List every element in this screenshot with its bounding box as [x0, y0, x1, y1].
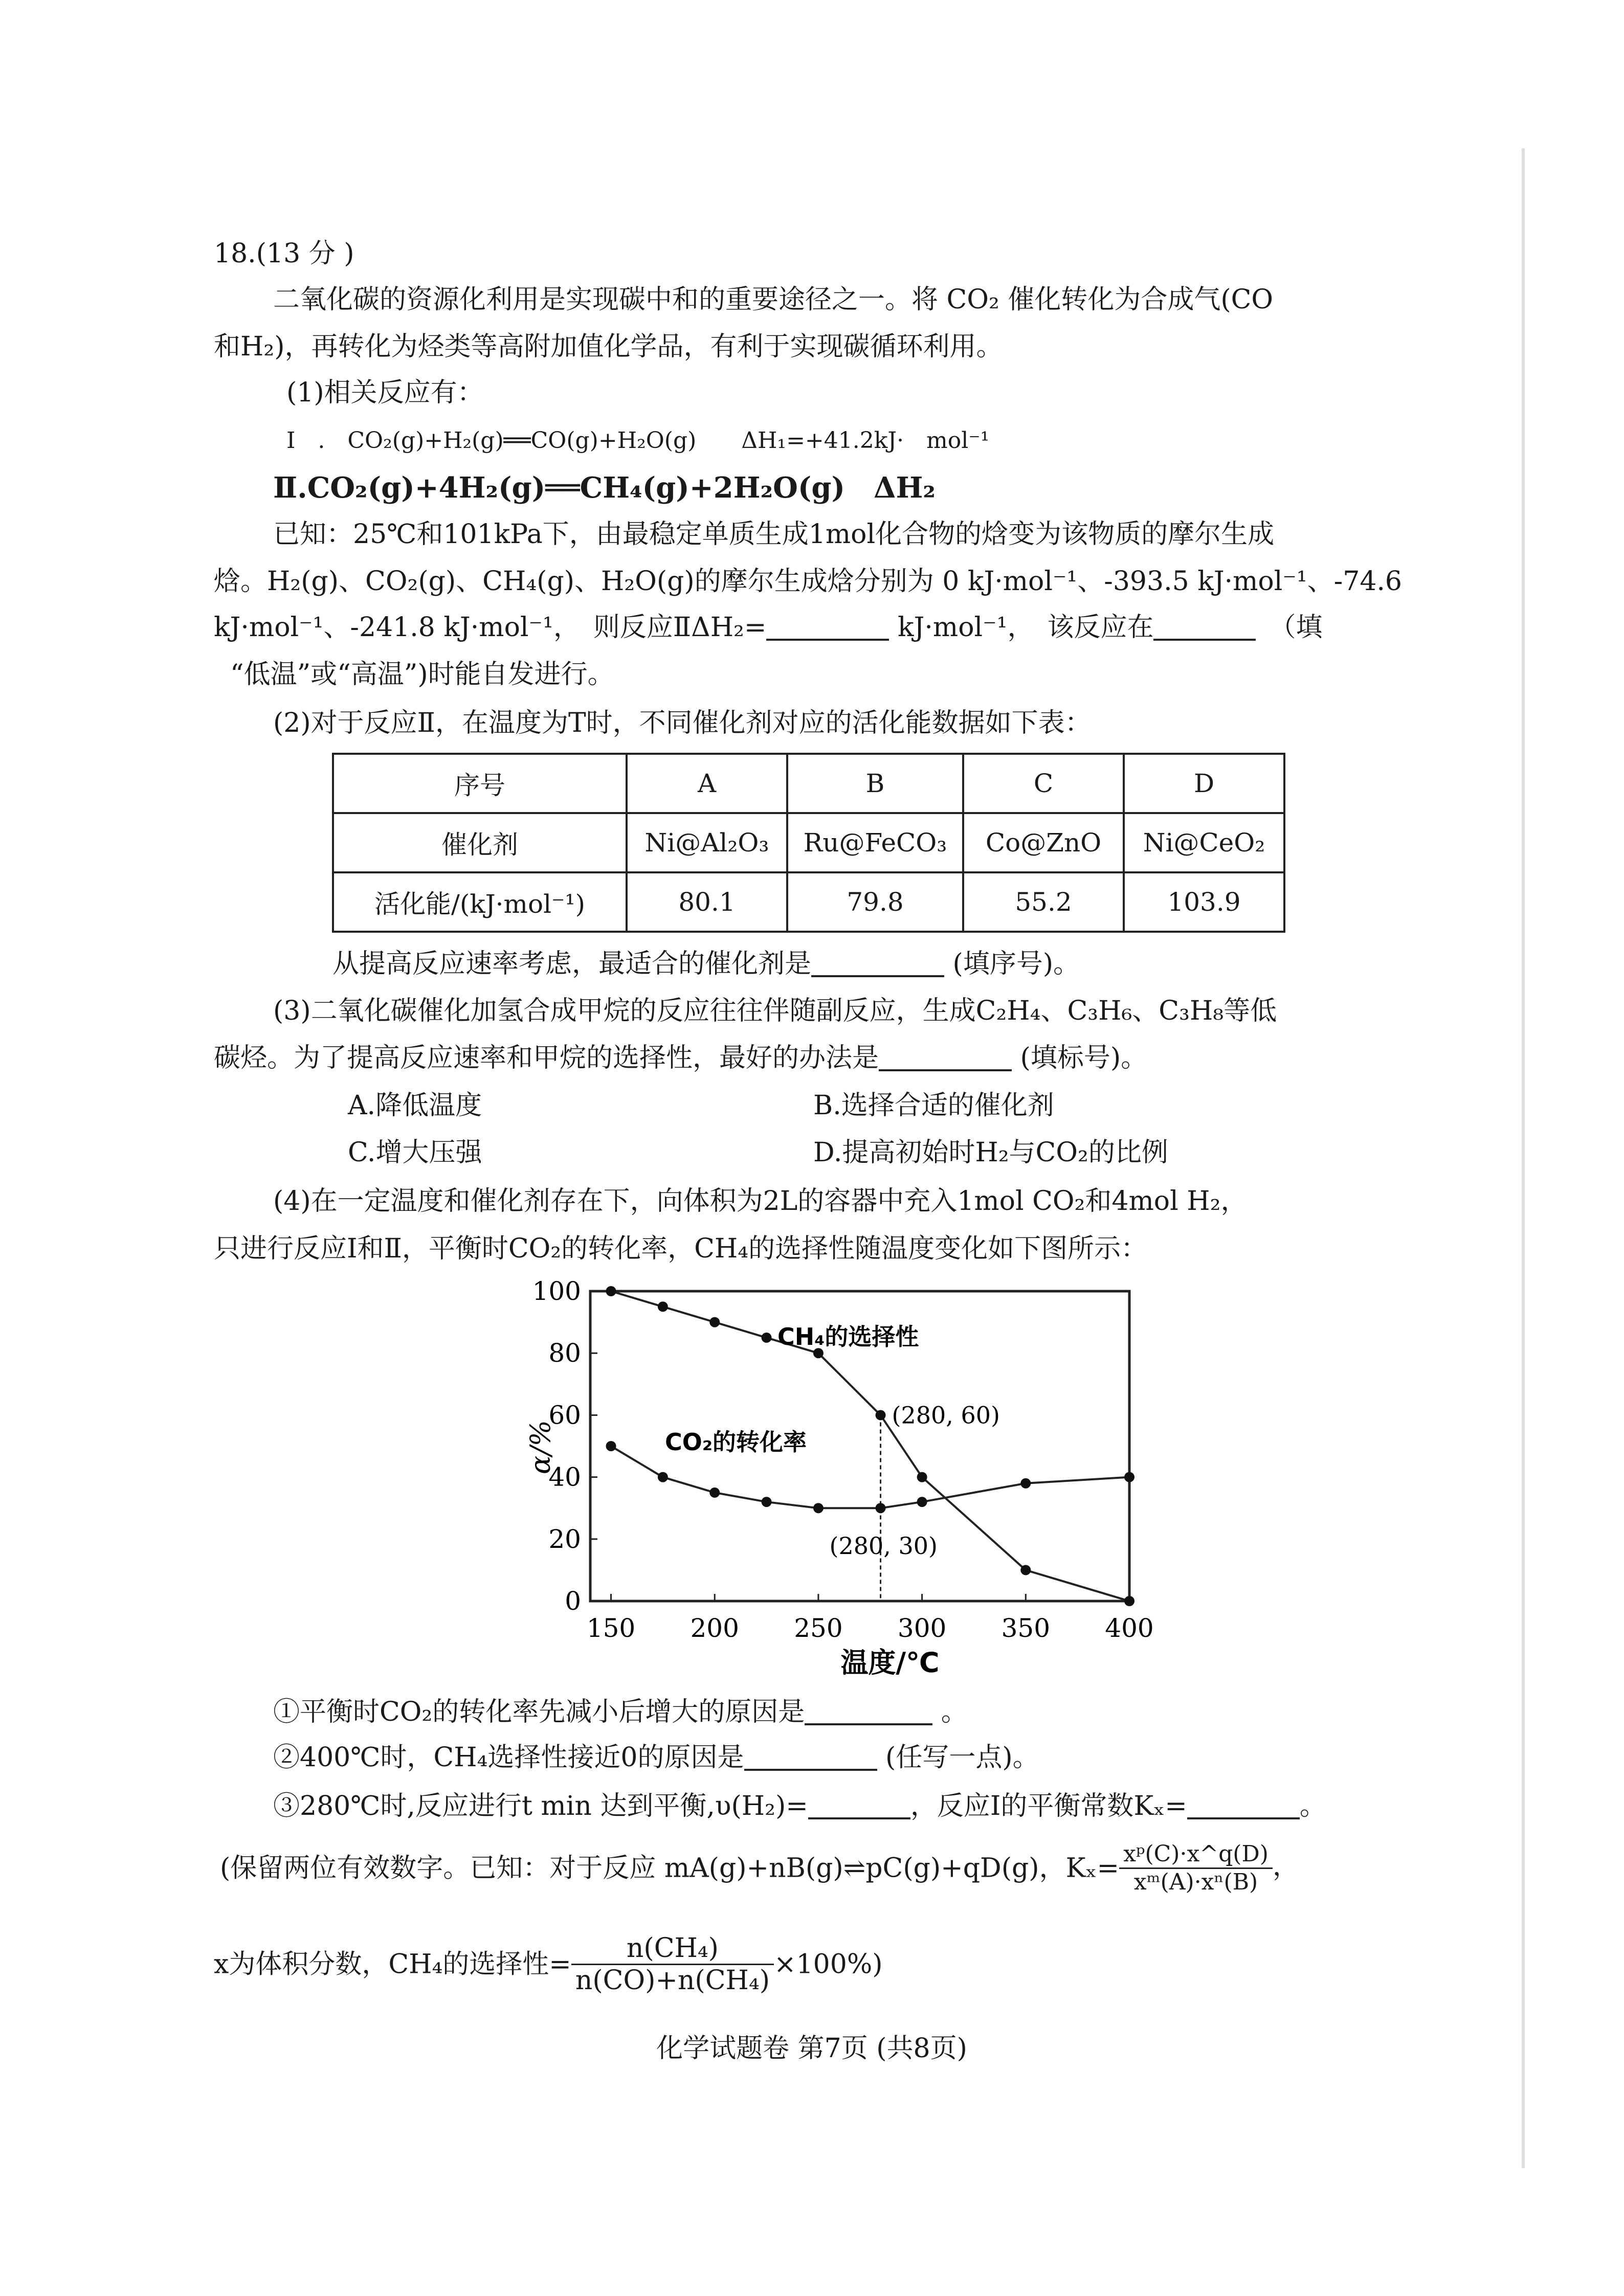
annotation: (280, 60)	[892, 1401, 1000, 1429]
cell: 催化剂	[333, 813, 627, 872]
intro-line: 二氧化碳的资源化利用是实现碳中和的重要途径之一。将 CO₂ 催化转化为合成气(CO	[273, 284, 1274, 315]
x-tick-label: 350	[1001, 1613, 1051, 1643]
cell: C	[963, 754, 1124, 813]
data-point	[606, 1286, 616, 1296]
q1-text: kJ·mol⁻¹， 该反应在	[898, 612, 1154, 643]
data-point	[876, 1410, 886, 1420]
answer-blank[interactable]	[879, 1045, 1012, 1071]
q1-title: (1)相关反应有：	[286, 377, 484, 408]
exam-page: 18.(13 分 ) 二氧化碳的资源化利用是实现碳中和的重要途径之一。将 CO₂ 催化转化为合成气(CO 和H₂)，再转化为烃类等高附加值化学品，有利于实现碳循环利用。 (1)相关反应有： Ⅰ . CO₂(g)+H₂(g)══CO(g)+H₂O(g) ΔH₁=+41.2kJ· mol⁻¹ Ⅱ.CO₂(g)+4H₂(g)══CH₄(g)+2H₂O(g) ΔH₂ 已知：25℃和101kPa下，由最稳定单质生成1mol化合物的焓变为该物质的摩尔生成 焓。H₂(g)、CO₂(g)、CH₄(g)、H₂O(g)的摩尔生成焓分别为 0 kJ·mol⁻¹、-393.5 kJ·mol⁻¹、-74.6 kJ·mol⁻¹、-241.8 kJ·mol⁻¹， 则反应ⅡΔH₂= kJ·mol⁻¹， 该反应在 （填 “低温”或“高温”)时能自发进行。 (2)对于反应Ⅱ，在温度为T时，不同催化剂对应的活化能数据如下表： 序号 A B C D 催化剂 Ni@Al₂O₃ Ru@FeCO₃ Co@ZnO Ni@CeO₂ 活化能/(kJ·mol⁻¹) 80.1 79.8 55.2 103.9 从提高反应速率考虑，最适合的催化剂是 (填序号)。 (3)二氧化碳催化加氢合成甲烷的反应往往伴随副反应，生成C₂H₄、C₃H₆、C₃H₈等低 碳烃。为了提高反应速率和甲烷的选择性，最好的办法是 (填标号)。 A.降低温度 B.选择合适的催化剂 C.增大压强 D.提高初始时H₂与CO₂的比例 (4)在一定温度和催化剂存在下，向体积为2L的容器中充入1mol CO₂和4mol H₂， 只进行反应Ⅰ和Ⅱ，平衡时CO₂的转化率，CH₄的选择性随温度变化如下图所示： 150 200 250 300 350 400 0 20 40 60 80 100 温度/℃ α/% CH₄的选择性 CO₂的转化率 (280, 60) (280, 30) ①平衡时CO₂的转化率先减小后增大的原因是 。 ②400℃时，CH₄选择性接近0的原因是 (任写一点)。 ③280℃时,反应进行t min 达到平衡,υ(H₂)= ，反应Ⅰ的平衡常数Kₓ= 。 (保留两位有效数字。已知：对于反应 mA(g)+nB(g)⇌pC(g)+qD(g)，Kₓ= $\frac{\text{xᵖ(C)·x\textasciicircum{}q(D)}}{\text{xᵐ(A)·xⁿ(B)}}$ ， x为体积分数，CH₄的选择性= $\frac{\text{n(CH₄)}}{\text{n(CO)+n(CH₄)}}$ ×100%) 化学试题卷 第7页 (共8页)	[0, 0, 1624, 2296]
scan-edge	[1522, 148, 1525, 2168]
data-point	[709, 1488, 720, 1498]
y-tick-label: 40	[548, 1462, 581, 1492]
q1-text: 焓。H₂(g)、CO₂(g)、CH₄(g)、H₂O(g)的摩尔生成焓分别为 0 kJ·mol⁻¹、-393.5 kJ·mol⁻¹、-74.6	[214, 566, 1403, 597]
q4-note: ×100%)	[774, 1949, 883, 1980]
data-point	[1020, 1478, 1031, 1489]
x-tick-label: 150	[586, 1613, 636, 1643]
cell: A	[627, 754, 787, 813]
q1-text: kJ·mol⁻¹、-241.8 kJ·mol⁻¹， 则反应ⅡΔH₂=	[214, 612, 767, 643]
q3-text: (3)二氧化碳催化加氢合成甲烷的反应往往伴随副反应，生成C₂H₄、C₃H₆、C₃H₈等低	[273, 996, 1277, 1026]
q2-text: 从提高反应速率考虑，最适合的催化剂是	[332, 949, 812, 979]
y-tick-label: 0	[565, 1586, 581, 1616]
x-tick-label: 400	[1105, 1613, 1154, 1643]
y-tick-label: 100	[532, 1276, 581, 1306]
cell: 55.2	[963, 872, 1124, 932]
cell: Ni@CeO₂	[1124, 813, 1284, 872]
reaction-1: Ⅰ . CO₂(g)+H₂(g)══CO(g)+H₂O(g) ΔH₁=+41.2kJ· mol⁻¹	[286, 427, 990, 454]
catalyst-table	[332, 753, 1285, 933]
page-footer: 化学试题卷 第7页 (共8页)	[656, 2033, 967, 2064]
cell: Ni@Al₂O₃	[627, 813, 787, 872]
data-point	[917, 1472, 927, 1482]
table-row	[333, 754, 1284, 813]
cell: 80.1	[627, 872, 787, 932]
q4-text: (4)在一定温度和催化剂存在下，向体积为2L的容器中充入1mol CO₂和4mol H₂，	[273, 1186, 1248, 1217]
x-axis-label: 温度/℃	[840, 1647, 940, 1679]
cell: B	[787, 754, 963, 813]
q3-text: (填标号)。	[1020, 1043, 1148, 1073]
answer-blank[interactable]	[744, 1744, 877, 1771]
cell: Ru@FeCO₃	[787, 813, 963, 872]
q4-text: (任写一点)。	[885, 1742, 1039, 1773]
data-point	[658, 1301, 668, 1312]
denominator: n(CO)+n(CH₄)	[575, 1965, 770, 1996]
q1-text: “低温”或“高温”)时能自发进行。	[230, 659, 614, 690]
y-axis-label: α/%	[524, 1420, 557, 1474]
answer-blank[interactable]	[766, 614, 889, 641]
data-point	[658, 1472, 668, 1482]
data-point	[762, 1333, 772, 1343]
q4-text: ②400℃时，CH₄选择性接近0的原因是	[273, 1742, 744, 1773]
numerator: n(CH₄)	[571, 1933, 774, 1965]
cell: 活化能/(kJ·mol⁻¹)	[333, 872, 627, 932]
option-a: A.降低温度	[348, 1090, 482, 1121]
question-header: 18.(13 分 )	[214, 238, 354, 269]
kx-formula	[1119, 1841, 1273, 1896]
q4-text: ，反应Ⅰ的平衡常数Kₓ=	[910, 1791, 1187, 1821]
answer-blank[interactable]	[1187, 1793, 1300, 1819]
y-tick-label: 20	[548, 1524, 581, 1554]
reaction-2: Ⅱ.CO₂(g)+4H₂(g)══CH₄(g)+2H₂O(g) ΔH₂	[273, 471, 936, 505]
cell: D	[1124, 754, 1284, 813]
x-tick-label: 250	[794, 1613, 843, 1643]
cell: 79.8	[787, 872, 963, 932]
option-d: D.提高初始时H₂与CO₂的比例	[813, 1137, 1168, 1168]
data-point	[709, 1317, 720, 1327]
y-tick-label: 80	[548, 1338, 581, 1368]
q4-text: ①平衡时CO₂的转化率先减小后增大的原因是	[273, 1697, 805, 1727]
q2-text: (填序号)。	[952, 949, 1080, 979]
legend-ch4: CH₄的选择性	[777, 1323, 919, 1350]
data-point	[606, 1441, 616, 1451]
cell: Co@ZnO	[963, 813, 1124, 872]
selectivity-formula	[571, 1933, 774, 1996]
q4-text: 。	[1299, 1791, 1326, 1821]
q4-note: x为体积分数，CH₄的选择性=	[214, 1949, 571, 1980]
data-point	[1124, 1596, 1134, 1606]
q3-text: 碳烃。为了提高反应速率和甲烷的选择性，最好的办法是	[214, 1043, 879, 1073]
q1-text: （填	[1282, 612, 1323, 643]
data-point	[813, 1503, 824, 1513]
annotation: (280, 30)	[829, 1532, 938, 1560]
answer-blank[interactable]	[808, 1793, 910, 1819]
intro-line: 和H₂)，再转化为烃类等高附加值化学品，有利于实现碳循环利用。	[214, 331, 1003, 362]
cell: 序号	[333, 754, 627, 813]
answer-blank[interactable]	[811, 951, 944, 977]
x-tick-label: 200	[690, 1613, 739, 1643]
data-point	[917, 1497, 927, 1507]
q4-text: 。	[941, 1697, 968, 1727]
data-point	[1020, 1565, 1031, 1575]
table-row	[333, 813, 1284, 872]
data-point	[876, 1503, 886, 1513]
data-point	[762, 1497, 772, 1507]
option-c: C.增大压强	[348, 1137, 482, 1168]
data-point	[1124, 1472, 1134, 1482]
legend-co2: CO₂的转化率	[665, 1428, 807, 1456]
q1-text: 已知：25℃和101kPa下，由最稳定单质生成1mol化合物的焓变为该物质的摩尔生成	[273, 519, 1275, 550]
answer-blank[interactable]	[1153, 614, 1256, 641]
y-tick-label: 60	[548, 1400, 581, 1430]
x-tick-label: 300	[897, 1613, 947, 1643]
cell: 103.9	[1124, 872, 1284, 932]
q4-text: 只进行反应Ⅰ和Ⅱ，平衡时CO₂的转化率，CH₄的选择性随温度变化如下图所示：	[214, 1233, 1148, 1264]
q2-title: (2)对于反应Ⅱ，在温度为T时，不同催化剂对应的活化能数据如下表：	[273, 708, 1092, 738]
q4-note: (保留两位有效数字。已知：对于反应 mA(g)+nB(g)⇌pC(g)+qD(g)，Kₓ=	[220, 1853, 1120, 1884]
option-b: B.选择合适的催化剂	[813, 1090, 1054, 1121]
line-chart	[511, 1268, 1176, 1693]
q4-text: ③280℃时,反应进行t min 达到平衡,υ(H₂)=	[273, 1791, 808, 1821]
answer-blank[interactable]	[805, 1699, 932, 1725]
denominator: xᵐ(A)·xⁿ(B)	[1133, 1869, 1258, 1895]
table-row	[333, 872, 1284, 932]
numerator: xᵖ(C)·x^q(D)	[1119, 1841, 1273, 1869]
